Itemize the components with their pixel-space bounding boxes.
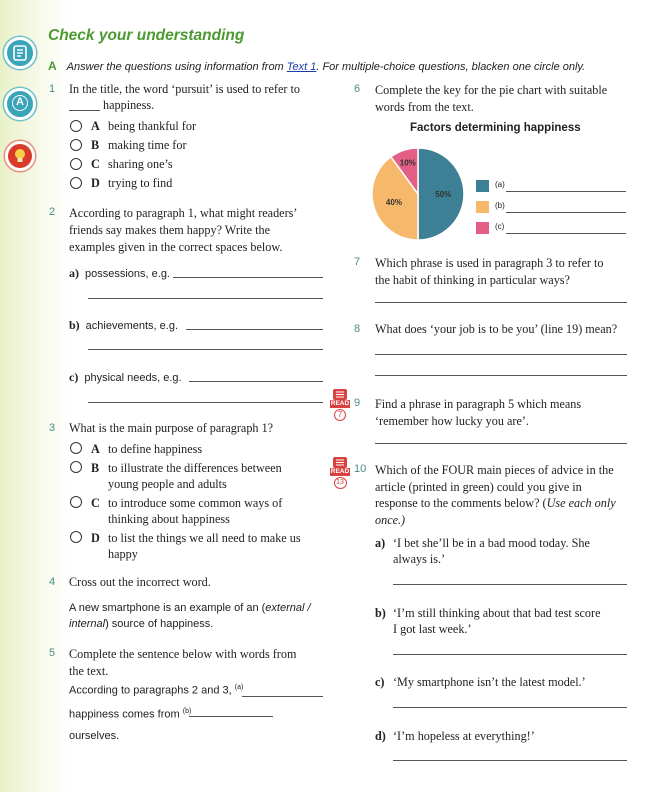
pie-label-a: 50% xyxy=(435,190,452,199)
q1-text2: happiness. xyxy=(103,98,155,112)
q5-sentence-2 xyxy=(69,708,191,721)
q3-option-d[interactable] xyxy=(70,530,301,562)
q9-read-badge[interactable] xyxy=(330,389,350,421)
part-letter: b) xyxy=(375,606,386,620)
instruction-text-end: . For multiple-choice questions, blacken one circle only. xyxy=(316,61,586,73)
q10b-answer-line[interactable] xyxy=(393,654,627,655)
q10-text xyxy=(375,462,616,528)
q10a-answer-line[interactable] xyxy=(393,584,627,585)
q2c-line2[interactable] xyxy=(88,402,323,403)
option-letter: C xyxy=(91,496,100,510)
option-letter: A xyxy=(91,442,100,456)
q6-text xyxy=(375,82,607,116)
option-text: happy xyxy=(108,547,138,561)
option-text: making time for xyxy=(108,138,187,152)
q9-line: ‘remember how lucky you are’. xyxy=(375,414,529,428)
part-letter: c) xyxy=(69,370,79,384)
part-text: possessions, e.g. xyxy=(85,268,170,280)
q3-options xyxy=(70,441,301,562)
q7-answer-line[interactable] xyxy=(375,302,627,303)
q8-answer-line-2[interactable] xyxy=(375,375,627,376)
read-label: READ xyxy=(330,468,350,475)
option-text: to list the things we all need to make us xyxy=(108,531,301,545)
q6-number: 6 xyxy=(354,83,361,95)
part-text: physical needs, e.g. xyxy=(84,372,182,384)
pie-chart xyxy=(368,144,468,244)
key-blank-c[interactable] xyxy=(506,233,626,234)
option-letter: D xyxy=(91,531,100,545)
q8-text: What does ‘your job is to be you’ (line 19) mean? xyxy=(375,322,618,336)
q8-number: 8 xyxy=(354,323,361,335)
key-swatch-a xyxy=(476,180,489,192)
part-text: achievements, e.g. xyxy=(85,320,179,332)
q10a xyxy=(375,535,590,567)
q5-blank-a[interactable] xyxy=(242,696,323,697)
pie-label-c: 10% xyxy=(399,158,416,168)
section-a-instruction xyxy=(48,59,585,73)
option-letter: B xyxy=(91,138,100,152)
q5-blank-b[interactable] xyxy=(189,716,273,717)
q6-line: words from the text. xyxy=(375,100,474,114)
book-icon xyxy=(333,457,347,468)
part-text: always is.’ xyxy=(393,552,446,566)
q2a-line2[interactable] xyxy=(88,298,323,299)
q3-option-c[interactable] xyxy=(70,495,301,527)
q10-note2: once.) xyxy=(375,512,406,527)
q10c xyxy=(375,674,586,690)
q1-text: In the title, the word ‘pursuit’ is used to refer to xyxy=(69,82,300,96)
key-swatch-c xyxy=(476,222,489,234)
q2c-line1[interactable] xyxy=(189,381,323,382)
q10-line: article (printed in green) could you give in xyxy=(375,479,582,494)
read-number: 13 xyxy=(334,477,347,489)
part-text: ‘I bet she’ll be in a bad mood today. She xyxy=(393,536,590,550)
radio-circle[interactable] xyxy=(70,496,82,508)
q7-number: 7 xyxy=(354,256,361,268)
blank-a-label: (a) xyxy=(234,684,244,691)
q1-number: 1 xyxy=(49,83,56,95)
q1-blank[interactable] xyxy=(69,110,100,111)
q1-option-b[interactable] xyxy=(70,138,196,157)
part-text: ‘My smartphone isn’t the latest model.’ xyxy=(393,675,586,689)
q5-sentence-3: ourselves. xyxy=(69,730,120,742)
part-text: ‘I’m hopeless at everything!’ xyxy=(393,729,535,743)
q3-text: What is the main purpose of paragraph 1? xyxy=(69,421,274,435)
q10d-answer-line[interactable] xyxy=(393,760,627,761)
text1-link[interactable]: Text 1 xyxy=(286,61,317,73)
q5-number: 5 xyxy=(49,647,56,659)
q1-option-a[interactable] xyxy=(70,119,196,138)
option-text: thinking about happiness xyxy=(108,512,230,526)
q4-number: 4 xyxy=(49,576,56,588)
q7-text xyxy=(375,255,603,289)
option-text: trying to find xyxy=(108,176,173,190)
instruction-text: Answer the questions using information from xyxy=(66,61,287,73)
answer-a-label: A xyxy=(12,95,28,111)
part-text: I got last week.’ xyxy=(393,622,472,636)
q1-option-c[interactable] xyxy=(70,157,196,176)
q4-sentence xyxy=(69,600,319,632)
radio-circle[interactable] xyxy=(70,461,82,473)
q9-answer-line[interactable] xyxy=(375,443,627,444)
part-letter: a) xyxy=(69,266,79,280)
option-letter: A xyxy=(91,119,100,133)
q2a xyxy=(69,266,170,281)
q5-s1: According to paragraphs 2 and 3, xyxy=(69,684,232,697)
q10d xyxy=(375,728,535,744)
radio-circle[interactable] xyxy=(70,177,82,189)
lightbulb-icon[interactable] xyxy=(5,141,35,171)
answer-a-icon[interactable] xyxy=(4,88,36,120)
blank-b-label: (b) xyxy=(182,708,192,715)
q9-number: 9 xyxy=(354,397,361,409)
q4-word-choice[interactable]: external / internal xyxy=(69,602,311,630)
q10-line: response to the comments below? ( xyxy=(375,496,547,510)
chart-title: Factors determining happiness xyxy=(410,122,581,134)
key-label-c: (c) xyxy=(495,222,505,231)
radio-circle[interactable] xyxy=(70,120,82,132)
book-icon xyxy=(333,389,347,400)
q2b-line1[interactable] xyxy=(186,329,323,330)
q2a-line1[interactable] xyxy=(173,277,323,278)
radio-circle[interactable] xyxy=(70,442,82,454)
q5-s2: happiness comes from xyxy=(69,708,180,721)
section-letter: A xyxy=(48,59,57,73)
q2-number: 2 xyxy=(49,206,56,218)
notes-icon[interactable] xyxy=(4,37,36,69)
q2c xyxy=(69,370,182,385)
part-letter: c) xyxy=(375,675,385,689)
q5-line: Complete the sentence below with words from xyxy=(69,647,297,661)
q2b xyxy=(69,318,178,333)
q2-line: friends say makes them happy? Write the xyxy=(69,223,270,237)
option-text: to define happiness xyxy=(108,442,203,456)
read-number: 7 xyxy=(334,409,346,421)
q9-text xyxy=(375,396,581,430)
key-blank-a[interactable] xyxy=(506,191,626,192)
q10-line: Which of the FOUR main pieces of advice in the xyxy=(375,463,614,477)
q2-text xyxy=(69,205,297,256)
q1-options xyxy=(70,119,196,195)
q6-line: Complete the key for the pie chart with suitable xyxy=(375,83,608,97)
q5-sentence-1 xyxy=(69,684,243,697)
key-label-b: (b) xyxy=(495,201,505,210)
q5-text xyxy=(69,646,296,680)
part-text: ‘I’m still thinking about that bad test score xyxy=(393,606,601,620)
q2b-line2[interactable] xyxy=(88,349,323,350)
option-text: young people and adults xyxy=(108,477,227,491)
option-text: to introduce some common ways of xyxy=(108,496,283,510)
key-swatch-b xyxy=(476,201,489,213)
q10-read-badge[interactable] xyxy=(330,457,350,489)
radio-circle[interactable] xyxy=(70,139,82,151)
q4-pre: A new smartphone is an example of an ( xyxy=(69,602,266,614)
option-letter: D xyxy=(91,176,100,190)
q1-option-d[interactable] xyxy=(70,176,196,195)
q2-line: According to paragraph 1, what might readers’ xyxy=(69,206,298,220)
q4-text: Cross out the incorrect word. xyxy=(69,575,211,589)
q10-number: 10 xyxy=(354,463,367,475)
option-text: being thankful for xyxy=(108,119,196,133)
part-letter: d) xyxy=(375,729,386,743)
key-label-a: (a) xyxy=(495,180,505,189)
page-title: Check your understanding xyxy=(48,27,245,44)
q9-line: Find a phrase in paragraph 5 which means xyxy=(375,397,582,411)
q3-option-b[interactable] xyxy=(70,460,301,492)
q3-option-a[interactable] xyxy=(70,441,301,457)
q10c-answer-line[interactable] xyxy=(393,707,627,708)
option-text: sharing one’s xyxy=(108,157,173,171)
option-letter: C xyxy=(91,157,100,171)
part-letter: b) xyxy=(69,318,80,332)
key-blank-b[interactable] xyxy=(506,212,626,213)
pie-label-b: 40% xyxy=(385,197,402,207)
q10-note: Use each only xyxy=(546,496,616,510)
q10b xyxy=(375,605,601,637)
option-letter: B xyxy=(91,461,100,475)
q4-post: ) source of happiness. xyxy=(105,618,214,630)
option-text: to illustrate the differences between xyxy=(108,461,282,475)
q5-line: the text. xyxy=(69,664,109,678)
q7-line: Which phrase is used in paragraph 3 to refer to xyxy=(375,256,604,270)
radio-circle[interactable] xyxy=(70,531,82,543)
q8-answer-line-1[interactable] xyxy=(375,354,627,355)
radio-circle[interactable] xyxy=(70,158,82,170)
q2-line: examples given in the correct spaces below. xyxy=(69,240,283,254)
q7-line: the habit of thinking in particular ways? xyxy=(375,273,570,287)
read-label: READ xyxy=(330,400,350,407)
q3-number: 3 xyxy=(49,422,56,434)
part-letter: a) xyxy=(375,536,386,550)
